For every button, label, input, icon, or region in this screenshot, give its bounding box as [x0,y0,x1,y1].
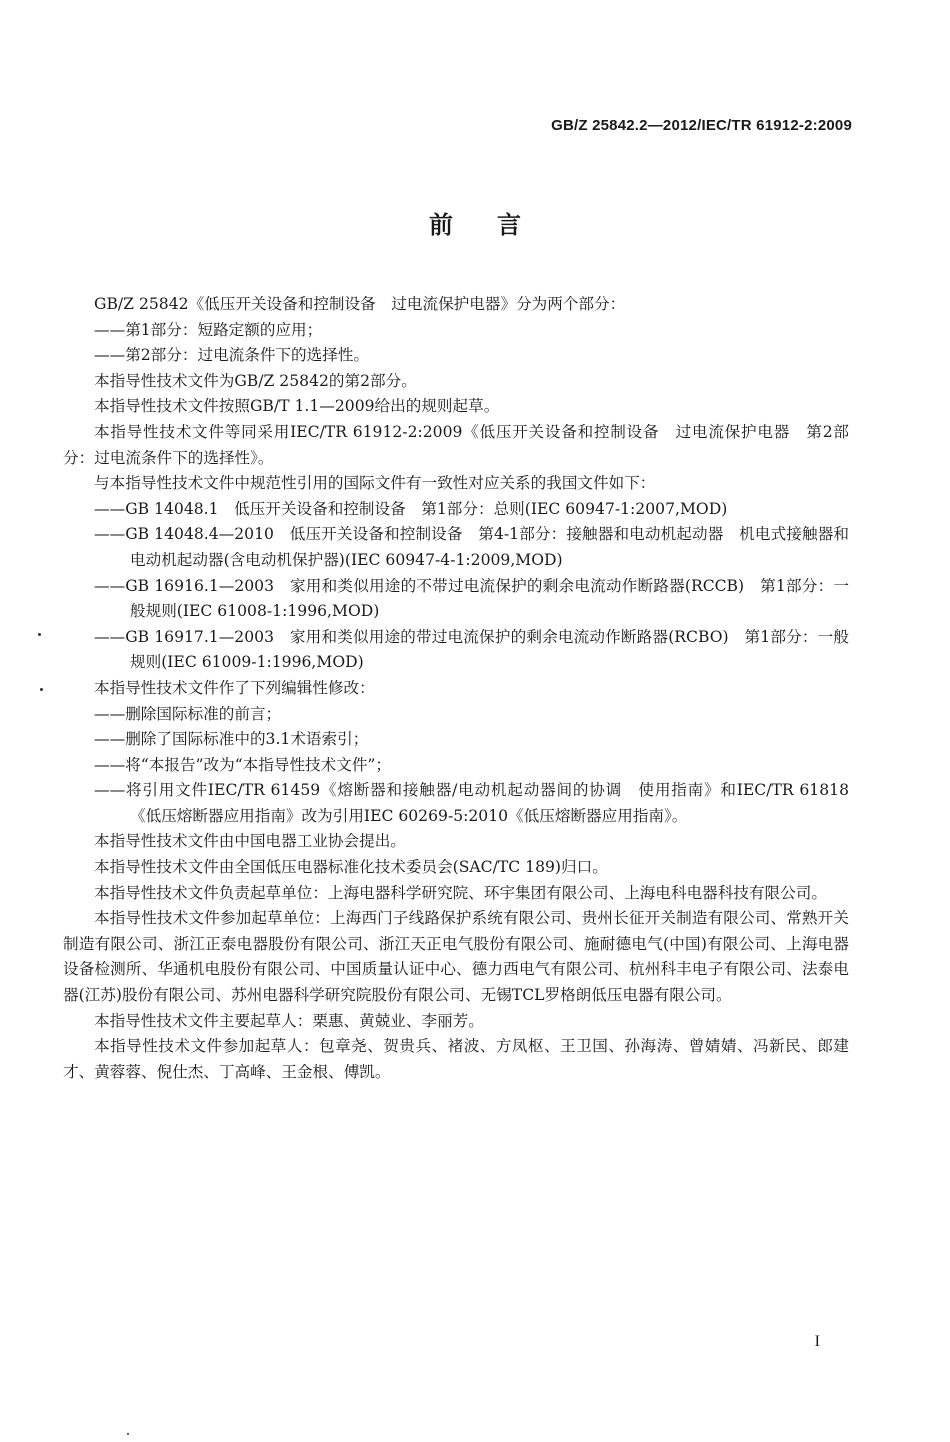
scan-speck [40,688,43,691]
paragraph: 本指导性技术文件作了下列编辑性修改： [94,678,375,697]
scan-speck [127,1433,129,1435]
list-item: ——将“本报告”改为“本指导性技术文件”； [94,755,391,774]
paragraph: 本指导性技术文件由全国低压电器标准化技术委员会(SAC/TC 189)归口。 [94,858,608,877]
foreword-body [63,292,849,1085]
page-number: I [814,1333,820,1350]
paragraph: 本指导性技术文件按照GB/T 1.1—2009给出的规则起草。 [94,397,500,416]
paragraph: 本指导性技术文件为GB/Z 25842的第2部分。 [94,371,417,390]
list-item: ——GB 14048.4—2010 低压开关设备和控制设备 第4-1部分：接触器和电动机起动器 机电式接触器和电动机起动器(含电动机保护器)(IEC 60947-4-1:2009,MOD) [94,525,849,569]
standard-number-header: GB/Z 25842.2—2012/IEC/TR 61912-2:2009 [551,117,852,134]
list-item: ——删除了国际标准中的3.1术语索引； [94,730,369,749]
paragraph: 本指导性技术文件参加起草人：包章尧、贺贵兵、褚波、方凤枢、王卫国、孙海涛、曾婧婧、冯新民、郎建才、黄蓉蓉、倪仕杰、丁高峰、王金根、傅凯。 [63,1037,849,1081]
list-item: ——第2部分：过电流条件下的选择性。 [94,346,370,365]
list-item: ——第1部分：短路定额的应用； [94,320,323,339]
list-item: ——GB 16916.1—2003 家用和类似用途的不带过电流保护的剩余电流动作断路器(RCCB) 第1部分：一般规则(IEC 61008-1:1996,MOD) [94,576,849,621]
list-item: ——GB 14048.1 低压开关设备和控制设备 第1部分：总则(IEC 60947-1:2007,MOD) [94,499,728,518]
page-title: 前言 [429,211,565,239]
paragraph: GB/Z 25842《低压开关设备和控制设备 过电流保护电器》分为两个部分： [94,295,626,313]
paragraph: 与本指导性技术文件中规范性引用的国际文件有一致性对应关系的我国文件如下： [94,474,656,493]
scan-speck [38,633,41,636]
list-item: ——GB 16917.1—2003 家用和类似用途的带过电流保护的剩余电流动作断路器(RCBO) 第1部分：一般规则(IEC 61009-1:1996,MOD) [94,627,849,672]
paragraph: 本指导性技术文件参加起草单位：上海西门子线路保护系统有限公司、贵州长征开关制造有限公司、常熟开关制造有限公司、浙江正泰电器股份有限公司、浙江天正电气股份有限公司、施耐德电气(中国)有限公司、上海电器设备检测所、华通机电股份有限公司、中国质量认证中心、德力西电气有限公司、杭州科丰电子有限公司、法泰电器(江苏)股份有限公司、苏州电器科学研究院股份有限公司、无锡TCL罗格朗低压电器有限公司。 [63,909,849,1005]
list-item: ——删除国际标准的前言； [94,704,282,723]
paragraph: 本指导性技术文件负责起草单位：上海电器科学研究院、环宇集团有限公司、上海电科电器科技有限公司。 [94,883,827,902]
paragraph: 本指导性技术文件主要起草人：栗惠、黄兢业、李丽芳。 [94,1011,484,1030]
list-item: ——将引用文件IEC/TR 61459《熔断器和接触器/电动机起动器间的协调 使用指南》和IEC/TR 61818《低压熔断器应用指南》改为引用IEC 60269-5:2010《低压熔断器应用指南》。 [94,781,849,825]
paragraph: 本指导性技术文件等同采用IEC/TR 61912-2:2009《低压开关设备和控制设备 过电流保护电器 第2部分：过电流条件下的选择性》。 [63,422,849,467]
paragraph: 本指导性技术文件由中国电器工业协会提出。 [94,832,406,851]
